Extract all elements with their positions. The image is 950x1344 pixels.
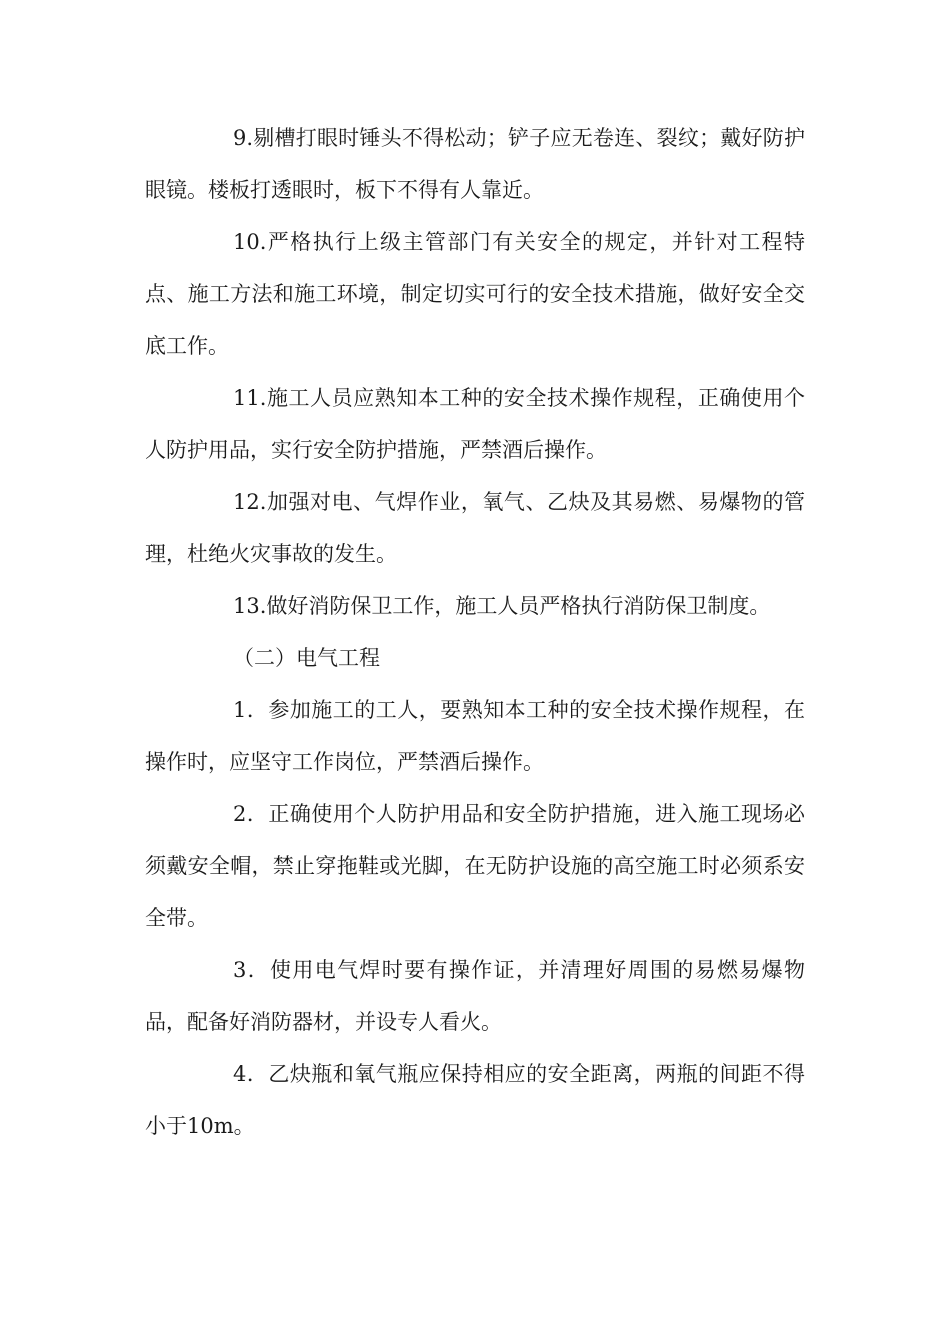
paragraph-item-12: 12.加强对电、气焊作业，氧气、乙炔及其易燃、易爆物的管理，杜绝火灾事故的发生。: [145, 490, 805, 566]
paragraph-item-2: 2．正确使用个人防护用品和安全防护措施，进入施工现场必须戴安全帽，禁止穿拖鞋或光脚，在无防护设施的高空施工时必须系安全带。: [145, 802, 805, 930]
paragraph-item-4: 4．乙炔瓶和氧气瓶应保持相应的安全距离，两瓶的间距不得小于10m。: [145, 1062, 805, 1138]
document-body: [145, 112, 805, 1152]
paragraph-item-11: 11.施工人员应熟知本工种的安全技术操作规程，正确使用个人防护用品，实行安全防护措施，严禁酒后操作。: [145, 386, 805, 462]
paragraph-item-1: 1．参加施工的工人，要熟知本工种的安全技术操作规程，在操作时，应坚守工作岗位，严禁酒后操作。: [145, 698, 805, 774]
paragraph-item-3: 3．使用电气焊时要有操作证，并清理好周围的易燃易爆物品，配备好消防器材，并设专人看火。: [145, 958, 805, 1034]
paragraph-item-9: 9.剔槽打眼时锤头不得松动；铲子应无卷连、裂纹；戴好防护眼镜。楼板打透眼时，板下不得有人靠近。: [145, 126, 805, 202]
section-heading-electrical: （二）电气工程: [233, 646, 380, 670]
paragraph-item-13: 13.做好消防保卫工作，施工人员严格执行消防保卫制度。: [233, 594, 771, 618]
paragraph-item-10: 10.严格执行上级主管部门有关安全的规定，并针对工程特点、施工方法和施工环境，制定切实可行的安全技术措施，做好安全交底工作。: [145, 230, 805, 358]
